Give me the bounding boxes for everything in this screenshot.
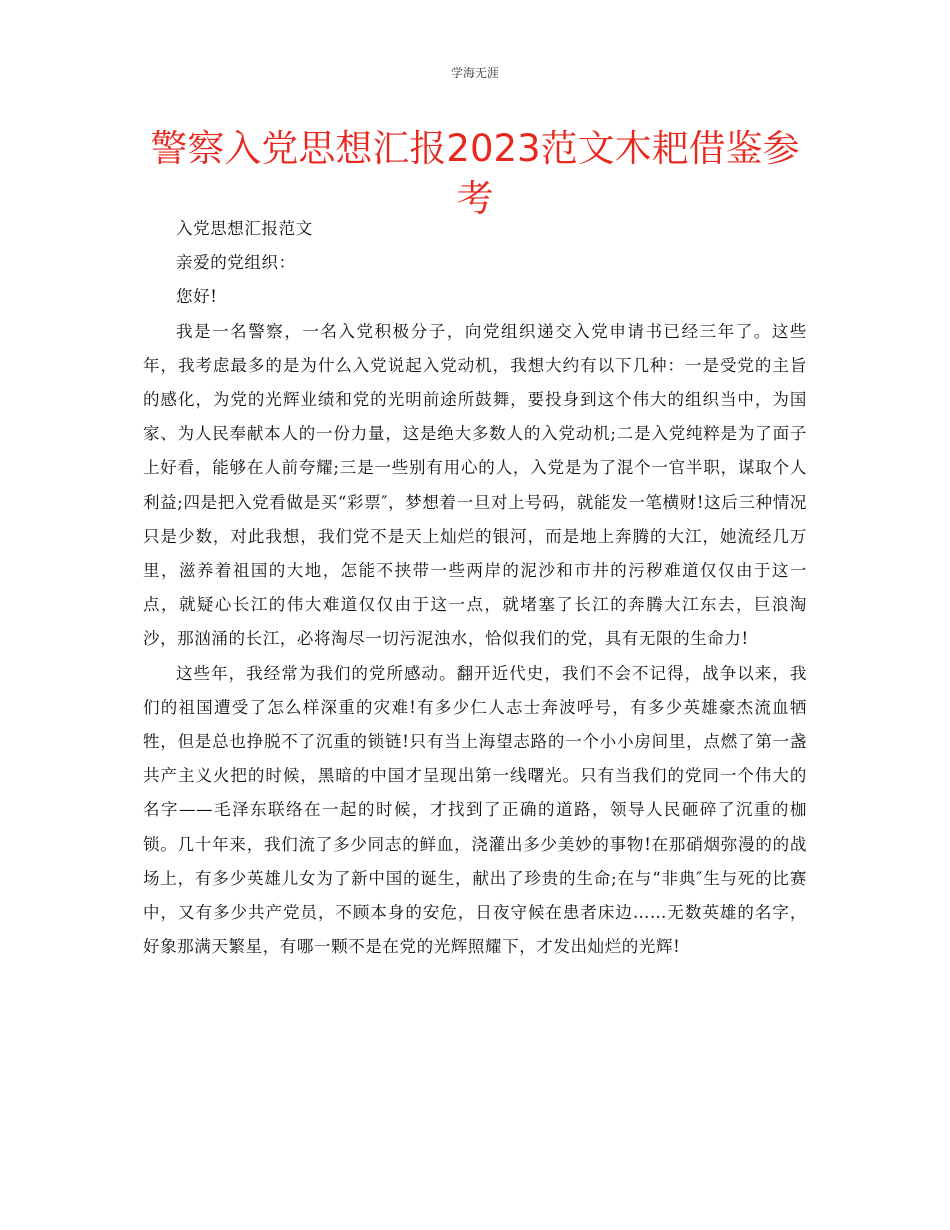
paragraph-body-2: 这些年，我经常为我们的党所感动。翻开近代史，我们不会不记得，战争以来，我们的祖国遭受了怎么样深重的灾难!有多少仁人志士奔波呼号，有多少英雄豪杰流血牺牲，但是总也挣脱不了沉重的锁链!只有当上海望志路的一个小小房间里，点燃了第一盏共产主义火把的时候，黑暗的中国才呈现出第一线曙光。只有当我们的党同一个伟大的名字——毛泽东联络在一起的时候，才找到了正确的道路，领导人民砸碎了沉重的枷锁。几十年来，我们流了多少同志的鲜血，浇灌出多少美妙的事物!在那硝烟弥漫的的战场上，有多少英雄儿女为了新中国的诞生，献出了珍贵的生命;在与“非典″生与死的比赛中，又有多少共产党员，不顾本身的安危，日夜守候在患者床边……无数英雄的名字，好象那满天繁星，有哪一颗不是在党的光辉照耀下，才发出灿烂的光辉! <box>143 663 807 957</box>
document-title: 警察入党思想汇报2023范文木耙借鉴参考 <box>150 127 800 220</box>
document-body <box>143 212 807 964</box>
paragraph-salutation: 亲爱的党组织： <box>176 253 296 273</box>
paragraph-greeting: 您好! <box>176 287 218 307</box>
paragraph-body-1: 我是一名警察，一名入党积极分子，向党组织递交入党申请书已经三年了。这些年，我考虑最多的是为什么入党说起入党动机，我想大约有以下几种：一是受党的主旨的感化，为党的光辉业绩和党的光明前途所鼓舞，要投身到这个伟大的组织当中，为国家、为人民奉献本人的一份力量，这是绝大多数人的入党动机;二是入党纯粹是为了面子上好看，能够在人前夸耀;三是一些别有用心的人，入党是为了混个一官半职，谋取个人利益;四是把入党看做是买“彩票″，梦想着一旦对上号码，就能发一笔横财!这后三种情况只是少数，对此我想，我们党不是天上灿烂的银河，而是地上奔腾的大江，她流经几万里，滋养着祖国的大地，怎能不挟带一些两岸的泥沙和市井的污秽难道仅仅由于这一点，就疑心长江的伟大难道仅仅由于这一点，就堵塞了长江的奔腾大江东去，巨浪淘沙，那汹涌的长江，必将淘尽一切污泥浊水，恰似我们的党，具有无限的生命力! <box>143 321 807 649</box>
page-header: 学海无涯 <box>450 66 499 80</box>
paragraph-subtitle: 入党思想汇报范文 <box>176 219 313 238</box>
